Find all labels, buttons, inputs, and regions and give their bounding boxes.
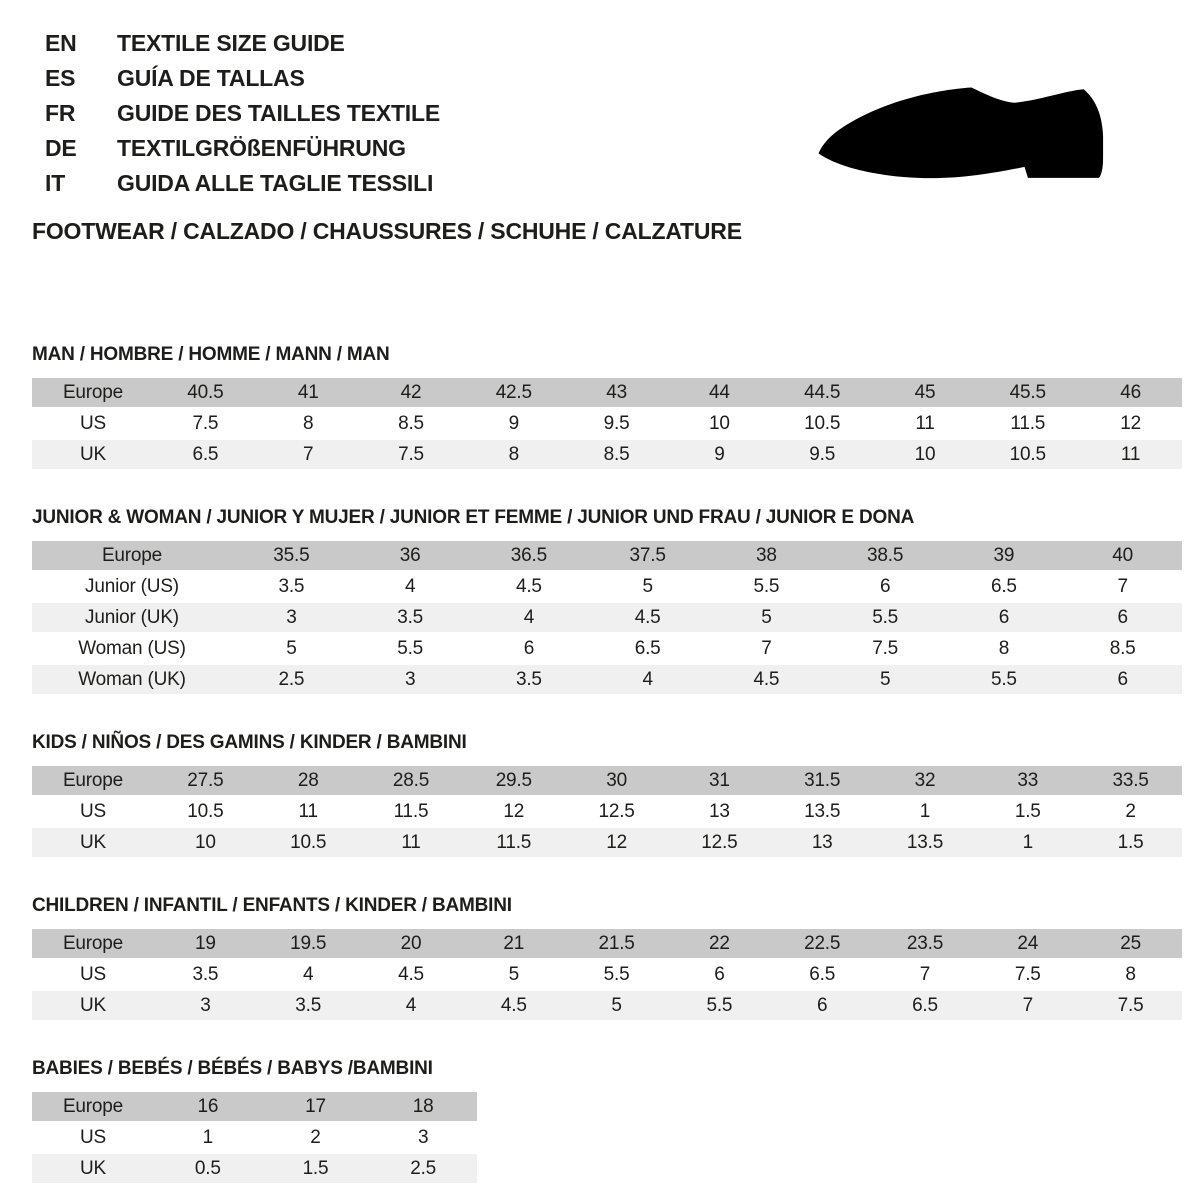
size-value: 5.5 bbox=[707, 572, 826, 601]
size-value: 7 bbox=[707, 634, 826, 663]
size-table-man bbox=[32, 376, 1182, 471]
size-value: 3 bbox=[154, 991, 257, 1020]
lang-title-en: TEXTILE SIZE GUIDE bbox=[117, 30, 345, 56]
size-value: 31.5 bbox=[771, 766, 874, 795]
size-value: 7 bbox=[874, 960, 977, 989]
size-row-man-us bbox=[32, 409, 1182, 438]
size-value: 38 bbox=[707, 541, 826, 570]
size-value: 25 bbox=[1079, 929, 1182, 958]
size-value: 40 bbox=[1063, 541, 1182, 570]
size-value: 5.5 bbox=[826, 603, 945, 632]
size-value: 27.5 bbox=[154, 766, 257, 795]
size-value: 11 bbox=[874, 409, 977, 438]
size-value: 12 bbox=[1079, 409, 1182, 438]
size-value: 24 bbox=[976, 929, 1079, 958]
lang-code-es: ES bbox=[45, 65, 76, 91]
header bbox=[32, 26, 1200, 245]
size-value: 2 bbox=[1079, 797, 1182, 826]
size-value: 4 bbox=[588, 665, 707, 694]
size-value: 6.5 bbox=[588, 634, 707, 663]
size-value: 11 bbox=[257, 797, 360, 826]
size-value: 10 bbox=[874, 440, 977, 469]
size-value: 36.5 bbox=[470, 541, 589, 570]
size-value: 42.5 bbox=[462, 378, 565, 407]
size-value: 11.5 bbox=[976, 409, 1079, 438]
size-value: 4.5 bbox=[470, 572, 589, 601]
size-value: 19 bbox=[154, 929, 257, 958]
size-table-junior-woman bbox=[32, 539, 1182, 696]
size-value: 10.5 bbox=[771, 409, 874, 438]
size-value: 3 bbox=[232, 603, 351, 632]
size-value: 4.5 bbox=[462, 991, 565, 1020]
size-table-babies bbox=[32, 1090, 477, 1185]
size-value: 20 bbox=[360, 929, 463, 958]
size-row-junior-woman-junior-uk bbox=[32, 603, 1182, 632]
size-section-babies bbox=[32, 1058, 1200, 1185]
size-value: 5 bbox=[588, 572, 707, 601]
size-value: 5 bbox=[232, 634, 351, 663]
size-value: 38.5 bbox=[826, 541, 945, 570]
size-row-junior-woman-woman-uk bbox=[32, 665, 1182, 694]
size-value: 19.5 bbox=[257, 929, 360, 958]
size-value: 45 bbox=[874, 378, 977, 407]
size-value: 10 bbox=[154, 828, 257, 857]
row-label: US bbox=[32, 409, 154, 438]
size-value: 5 bbox=[826, 665, 945, 694]
size-section-junior-woman bbox=[32, 507, 1200, 696]
lang-title-es: GUÍA DE TALLAS bbox=[117, 65, 305, 91]
size-value: 7.5 bbox=[154, 409, 257, 438]
size-value: 9 bbox=[668, 440, 771, 469]
size-value: 4.5 bbox=[588, 603, 707, 632]
size-value: 3 bbox=[369, 1123, 477, 1152]
size-value: 1.5 bbox=[976, 797, 1079, 826]
size-value: 9 bbox=[462, 409, 565, 438]
size-value: 8 bbox=[1079, 960, 1182, 989]
size-value: 22 bbox=[668, 929, 771, 958]
size-value: 1.5 bbox=[1079, 828, 1182, 857]
shoe-silhouette-icon bbox=[793, 58, 1148, 210]
size-value: 6 bbox=[1063, 603, 1182, 632]
row-label: Europe bbox=[32, 378, 154, 407]
size-value: 13.5 bbox=[771, 797, 874, 826]
category-heading: FOOTWEAR / CALZADO / CHAUSSURES / SCHUHE / CALZATURE bbox=[32, 218, 742, 244]
size-value: 29.5 bbox=[462, 766, 565, 795]
size-value: 21 bbox=[462, 929, 565, 958]
size-value: 16 bbox=[154, 1092, 262, 1121]
size-value: 6.5 bbox=[945, 572, 1064, 601]
size-table-children bbox=[32, 927, 1182, 1022]
size-row-children-uk bbox=[32, 991, 1182, 1020]
size-value: 37.5 bbox=[588, 541, 707, 570]
size-row-man-uk bbox=[32, 440, 1182, 469]
size-value: 7.5 bbox=[976, 960, 1079, 989]
size-value: 9.5 bbox=[771, 440, 874, 469]
size-tables bbox=[32, 344, 1200, 1185]
size-value: 28.5 bbox=[360, 766, 463, 795]
size-value: 4.5 bbox=[707, 665, 826, 694]
section-heading-junior-woman: JUNIOR & WOMAN / JUNIOR Y MUJER / JUNIOR ET FEMME / JUNIOR UND FRAU / JUNIOR E DONA bbox=[32, 507, 915, 528]
size-value: 8 bbox=[462, 440, 565, 469]
size-value: 1 bbox=[874, 797, 977, 826]
size-value: 3 bbox=[351, 665, 470, 694]
lang-title-it: GUIDA ALLE TAGLIE TESSILI bbox=[117, 170, 434, 196]
size-value: 7 bbox=[1063, 572, 1182, 601]
size-value: 3.5 bbox=[351, 603, 470, 632]
lang-code-en: EN bbox=[45, 30, 77, 56]
section-heading-kids: KIDS / NIÑOS / DES GAMINS / KINDER / BAMBINI bbox=[32, 732, 467, 753]
size-value: 5.5 bbox=[668, 991, 771, 1020]
size-value: 3.5 bbox=[232, 572, 351, 601]
size-value: 11.5 bbox=[360, 797, 463, 826]
row-label: Europe bbox=[32, 1092, 154, 1121]
size-value: 13.5 bbox=[874, 828, 977, 857]
size-row-babies-uk bbox=[32, 1154, 477, 1183]
size-value: 11.5 bbox=[462, 828, 565, 857]
size-value: 8 bbox=[945, 634, 1064, 663]
row-label: Woman (UK) bbox=[32, 665, 232, 694]
size-value: 44.5 bbox=[771, 378, 874, 407]
row-label: Europe bbox=[32, 766, 154, 795]
size-row-babies-us bbox=[32, 1123, 477, 1152]
size-value: 2.5 bbox=[369, 1154, 477, 1183]
size-value: 31 bbox=[668, 766, 771, 795]
size-row-junior-woman-junior-us bbox=[32, 572, 1182, 601]
size-value: 45.5 bbox=[976, 378, 1079, 407]
size-row-children-us bbox=[32, 960, 1182, 989]
row-label: UK bbox=[32, 1154, 154, 1183]
size-value: 10.5 bbox=[976, 440, 1079, 469]
size-value: 4 bbox=[257, 960, 360, 989]
size-value: 18 bbox=[369, 1092, 477, 1121]
section-heading-babies: BABIES / BEBÉS / BÉBÉS / BABYS /BAMBINI bbox=[32, 1058, 433, 1079]
size-value: 1.5 bbox=[262, 1154, 370, 1183]
lang-row-en bbox=[45, 26, 1200, 61]
size-value: 2 bbox=[262, 1123, 370, 1152]
size-value: 7 bbox=[976, 991, 1079, 1020]
row-label: Woman (US) bbox=[32, 634, 232, 663]
size-section-children bbox=[32, 895, 1200, 1022]
size-value: 17 bbox=[262, 1092, 370, 1121]
size-value: 11 bbox=[1079, 440, 1182, 469]
size-value: 35.5 bbox=[232, 541, 351, 570]
size-value: 5.5 bbox=[565, 960, 668, 989]
size-value: 39 bbox=[945, 541, 1064, 570]
row-label: Europe bbox=[32, 541, 232, 570]
size-value: 6.5 bbox=[874, 991, 977, 1020]
size-value: 6 bbox=[945, 603, 1064, 632]
size-value: 42 bbox=[360, 378, 463, 407]
size-value: 33 bbox=[976, 766, 1079, 795]
size-value: 6 bbox=[826, 572, 945, 601]
lang-title-fr: GUIDE DES TAILLES TEXTILE bbox=[117, 100, 440, 126]
size-row-junior-woman-woman-us bbox=[32, 634, 1182, 663]
size-value: 4 bbox=[470, 603, 589, 632]
size-value: 10.5 bbox=[154, 797, 257, 826]
size-value: 46 bbox=[1079, 378, 1182, 407]
size-value: 5 bbox=[565, 991, 668, 1020]
size-value: 32 bbox=[874, 766, 977, 795]
lang-code-fr: FR bbox=[45, 100, 76, 126]
row-label: UK bbox=[32, 440, 154, 469]
lang-code-it: IT bbox=[45, 170, 66, 196]
size-value: 41 bbox=[257, 378, 360, 407]
size-value: 10 bbox=[668, 409, 771, 438]
size-value: 1 bbox=[976, 828, 1079, 857]
size-value: 6 bbox=[668, 960, 771, 989]
size-value: 7.5 bbox=[360, 440, 463, 469]
size-value: 43 bbox=[565, 378, 668, 407]
size-value: 13 bbox=[668, 797, 771, 826]
size-row-children-europe bbox=[32, 929, 1182, 958]
size-value: 21.5 bbox=[565, 929, 668, 958]
size-value: 5 bbox=[707, 603, 826, 632]
size-value: 6.5 bbox=[771, 960, 874, 989]
size-section-kids bbox=[32, 732, 1200, 859]
size-value: 5 bbox=[462, 960, 565, 989]
section-heading-man: MAN / HOMBRE / HOMME / MANN / MAN bbox=[32, 344, 390, 365]
section-heading-children: CHILDREN / INFANTIL / ENFANTS / KINDER / BAMBINI bbox=[32, 895, 512, 916]
size-value: 6 bbox=[470, 634, 589, 663]
row-label: UK bbox=[32, 828, 154, 857]
size-value: 11 bbox=[360, 828, 463, 857]
size-row-babies-europe bbox=[32, 1092, 477, 1121]
size-value: 9.5 bbox=[565, 409, 668, 438]
size-value: 22.5 bbox=[771, 929, 874, 958]
lang-title-de: TEXTILGRÖßENFÜHRUNG bbox=[117, 135, 406, 161]
row-label: Europe bbox=[32, 929, 154, 958]
size-value: 4 bbox=[351, 572, 470, 601]
size-value: 2.5 bbox=[232, 665, 351, 694]
size-row-kids-uk bbox=[32, 828, 1182, 857]
size-value: 4 bbox=[360, 991, 463, 1020]
size-value: 8 bbox=[257, 409, 360, 438]
size-value: 4.5 bbox=[360, 960, 463, 989]
size-row-man-europe bbox=[32, 378, 1182, 407]
size-value: 8.5 bbox=[565, 440, 668, 469]
size-value: 1 bbox=[154, 1123, 262, 1152]
size-row-kids-europe bbox=[32, 766, 1182, 795]
row-label: US bbox=[32, 1123, 154, 1152]
size-value: 5.5 bbox=[945, 665, 1064, 694]
size-value: 12.5 bbox=[668, 828, 771, 857]
size-value: 30 bbox=[565, 766, 668, 795]
row-label: US bbox=[32, 960, 154, 989]
size-value: 7.5 bbox=[1079, 991, 1182, 1020]
size-value: 28 bbox=[257, 766, 360, 795]
size-value: 3.5 bbox=[154, 960, 257, 989]
row-label: Junior (US) bbox=[32, 572, 232, 601]
lang-code-de: DE bbox=[45, 135, 77, 161]
size-value: 12 bbox=[565, 828, 668, 857]
size-table-kids bbox=[32, 764, 1182, 859]
row-label: Junior (UK) bbox=[32, 603, 232, 632]
size-value: 33.5 bbox=[1079, 766, 1182, 795]
row-label: UK bbox=[32, 991, 154, 1020]
size-value: 3.5 bbox=[257, 991, 360, 1020]
size-value: 44 bbox=[668, 378, 771, 407]
size-value: 0.5 bbox=[154, 1154, 262, 1183]
size-section-man bbox=[32, 344, 1200, 471]
size-value: 13 bbox=[771, 828, 874, 857]
size-value: 10.5 bbox=[257, 828, 360, 857]
size-row-junior-woman-europe bbox=[32, 541, 1182, 570]
size-value: 23.5 bbox=[874, 929, 977, 958]
size-value: 7 bbox=[257, 440, 360, 469]
size-value: 8.5 bbox=[1063, 634, 1182, 663]
size-value: 6 bbox=[1063, 665, 1182, 694]
row-label: US bbox=[32, 797, 154, 826]
size-row-kids-us bbox=[32, 797, 1182, 826]
size-value: 40.5 bbox=[154, 378, 257, 407]
size-value: 3.5 bbox=[470, 665, 589, 694]
size-value: 6 bbox=[771, 991, 874, 1020]
size-value: 8.5 bbox=[360, 409, 463, 438]
size-value: 36 bbox=[351, 541, 470, 570]
size-value: 6.5 bbox=[154, 440, 257, 469]
size-value: 12.5 bbox=[565, 797, 668, 826]
size-value: 5.5 bbox=[351, 634, 470, 663]
size-value: 7.5 bbox=[826, 634, 945, 663]
size-value: 12 bbox=[462, 797, 565, 826]
